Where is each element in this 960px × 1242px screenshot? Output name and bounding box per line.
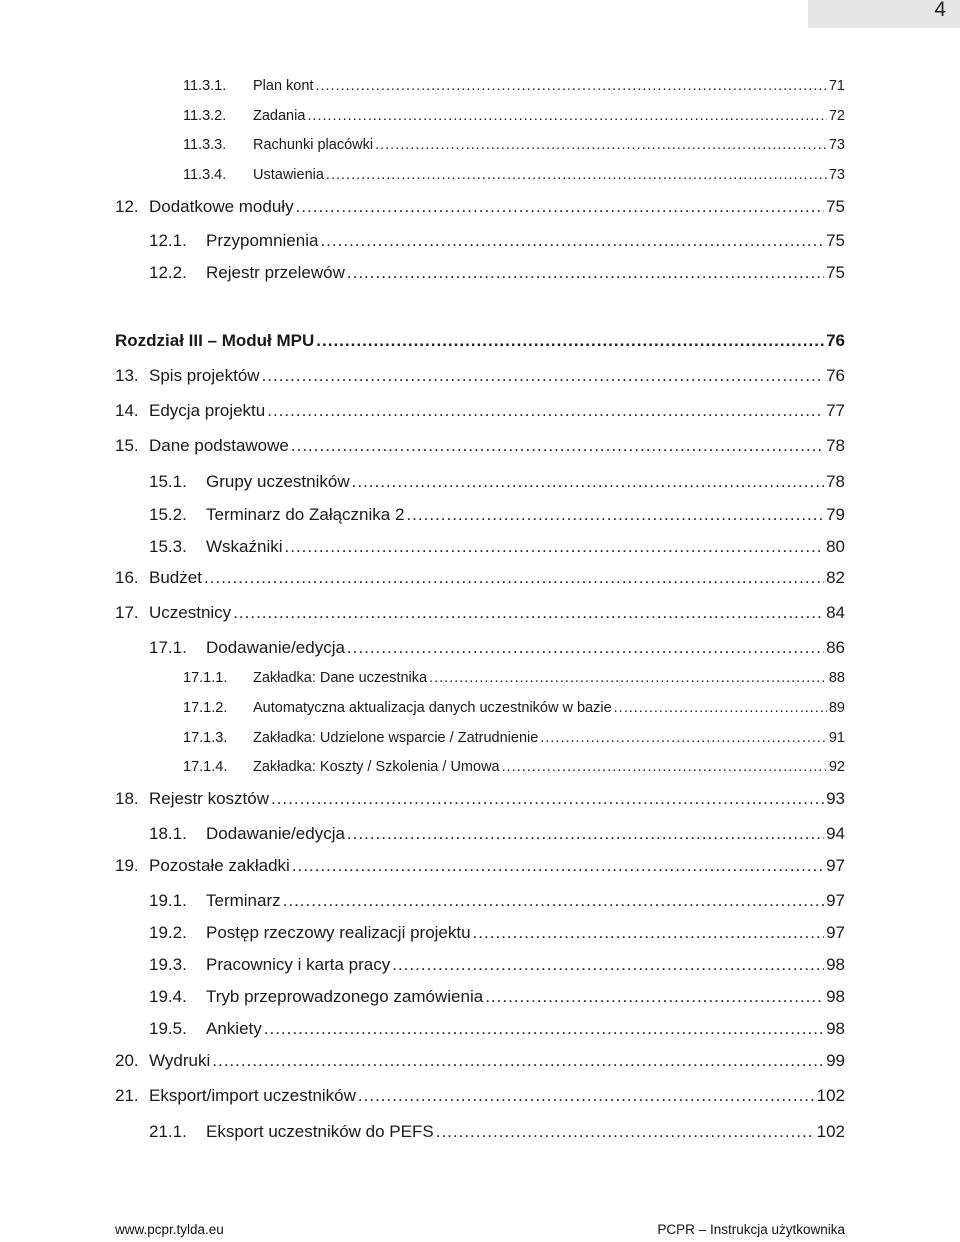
toc-entry-page: 97: [826, 923, 845, 942]
toc-entry[interactable]: [183, 759, 845, 775]
toc-entry[interactable]: [183, 137, 845, 153]
dot-leader: [485, 987, 824, 1007]
toc-entry-page: 71: [828, 78, 845, 94]
toc-entry-number: 19.3.: [149, 955, 187, 974]
toc-entry-title: Eksport uczestników do PEFS: [206, 1122, 434, 1141]
toc-entry[interactable]: [149, 537, 845, 557]
toc-entry-number: 16.: [115, 568, 139, 587]
toc-entry-title: Budżet: [149, 568, 202, 587]
dot-leader: [285, 537, 825, 557]
toc-entry-title: Ankiety: [206, 1019, 262, 1038]
toc-entry-number: 19.1.: [149, 891, 187, 910]
toc-entry[interactable]: [149, 891, 845, 911]
toc-entry-number: 17.1.4.: [183, 759, 228, 775]
dot-leader: [347, 263, 824, 283]
dot-leader: [283, 891, 824, 911]
toc-entry-title: Przypomnienia: [206, 231, 319, 250]
toc-entry-page: 76: [826, 366, 845, 385]
dot-leader: [316, 331, 824, 351]
dot-leader: [540, 730, 827, 746]
toc-entry-number: 20.: [115, 1051, 139, 1070]
toc-entry-number: 14.: [115, 401, 139, 420]
toc-entry-page: 78: [826, 472, 845, 491]
footer-website[interactable]: www.pcpr.tylda.eu: [115, 1222, 224, 1237]
dot-leader: [212, 1051, 824, 1071]
dot-leader: [267, 401, 824, 421]
dot-leader: [326, 167, 827, 183]
dot-leader: [204, 568, 824, 588]
toc-entry-title: Rejestr przelewów: [206, 263, 345, 282]
toc-entry-title: Zakładka: Udzielone wsparcie / Zatrudnienie: [253, 730, 539, 746]
toc-entry-number: 19.2.: [149, 923, 187, 942]
toc-entry-title: Pozostałe zakładki: [149, 856, 290, 875]
dot-leader: [352, 472, 824, 492]
dot-leader: [264, 1019, 824, 1039]
toc-entry-title: Terminarz: [206, 891, 281, 910]
dot-leader: [292, 856, 824, 876]
toc-entry-title: Zadania: [253, 108, 306, 124]
toc-entry-page: 88: [828, 670, 845, 686]
toc-entry[interactable]: [183, 730, 845, 746]
toc-entry-title: Uczestnicy: [149, 603, 232, 622]
footer-document-title: PCPR – Instrukcja użytkownika: [657, 1222, 845, 1237]
toc-entry-page: 79: [826, 505, 845, 524]
toc-entry-page: 73: [828, 167, 845, 183]
toc-entry-page: 94: [826, 824, 845, 843]
toc-entry-title: Rejestr kosztów: [149, 789, 269, 808]
toc-entry-number: 21.1.: [149, 1122, 187, 1141]
toc-entry-number: 11.3.1.: [183, 78, 227, 94]
toc-entry-page: 93: [826, 789, 845, 808]
toc-entry-number: 13.: [115, 366, 139, 385]
toc-entry[interactable]: [149, 987, 845, 1007]
dot-leader: [320, 231, 824, 251]
toc-entry-number: 15.: [115, 436, 139, 455]
toc-entry[interactable]: [115, 436, 845, 456]
dot-leader: [233, 603, 824, 623]
toc-entry[interactable]: [115, 366, 845, 386]
toc-entry-page: 102: [816, 1122, 845, 1141]
toc-entry-page: 76: [826, 331, 845, 350]
toc-entry-number: 19.4.: [149, 987, 187, 1006]
toc-entry-number: 12.1.: [149, 231, 187, 250]
toc-entry-number: 15.3.: [149, 537, 187, 556]
toc-entry-number: 17.1.3.: [183, 730, 228, 746]
dot-leader: [262, 366, 825, 386]
toc-entry-number: 18.: [115, 789, 139, 808]
toc-chapter-entry[interactable]: [115, 331, 845, 351]
toc-entry-number: 15.1.: [149, 472, 187, 491]
toc-entry[interactable]: [115, 1051, 845, 1071]
toc-entry-title: Postęp rzeczowy realizacji projektu: [206, 923, 471, 942]
toc-entry[interactable]: [115, 603, 845, 623]
toc-entry-page: 97: [826, 891, 845, 910]
dot-leader: [406, 505, 824, 525]
toc-entry[interactable]: [149, 955, 845, 975]
toc-entry-page: 72: [828, 108, 845, 124]
toc-entry-number: 11.3.2.: [183, 108, 227, 124]
toc-entry-number: 17.: [115, 603, 139, 622]
toc-entry[interactable]: [183, 108, 845, 124]
toc-entry[interactable]: [183, 78, 845, 94]
toc-entry-title: Zakładka: Koszty / Szkolenia / Umowa: [253, 759, 500, 775]
dot-leader: [436, 1122, 815, 1142]
toc-entry-number: 11.3.3.: [183, 137, 227, 153]
toc-entry-page: 99: [826, 1051, 845, 1070]
toc-entry-title: Zakładka: Dane uczestnika: [253, 670, 428, 686]
toc-entry-page: 91: [828, 730, 845, 746]
toc-entry-title: Grupy uczestników: [206, 472, 350, 491]
toc-entry[interactable]: [149, 923, 845, 943]
toc-entry-title: Wskaźniki: [206, 537, 283, 556]
toc-entry-title: Eksport/import uczestników: [149, 1086, 356, 1105]
toc-entry-number: 21.: [115, 1086, 139, 1105]
toc-entry-title: Edycja projektu: [149, 401, 266, 420]
toc-entry-page: 80: [826, 537, 845, 556]
toc-entry[interactable]: [115, 568, 845, 588]
toc-entry-title: Tryb przeprowadzonego zamówienia: [206, 987, 484, 1006]
toc-entry[interactable]: [149, 263, 845, 283]
toc-entry-page: 75: [826, 231, 845, 250]
toc-entry-page: 82: [826, 568, 845, 587]
toc-entry-title: Spis projektów: [149, 366, 260, 385]
toc-entry-page: 75: [826, 197, 845, 216]
toc-entry[interactable]: [149, 638, 845, 658]
toc-entry-page: 98: [826, 987, 845, 1006]
toc-entry-title: Terminarz do Załącznika 2: [206, 505, 405, 524]
toc-entry-number: 11.3.4.: [183, 167, 227, 183]
toc-entry-title: Wydruki: [149, 1051, 211, 1070]
toc-entry-page: 98: [826, 955, 845, 974]
toc-entry-number: 15.2.: [149, 505, 187, 524]
toc-entry[interactable]: [183, 670, 845, 686]
dot-leader: [296, 197, 825, 217]
page-number: 4: [808, 0, 960, 28]
toc-entry[interactable]: [149, 231, 845, 251]
dot-leader: [307, 108, 826, 124]
toc-entry-page: 92: [828, 759, 845, 775]
toc-entry-number: 12.2.: [149, 263, 187, 282]
toc-entry-title: Dodawanie/edycja: [206, 824, 345, 843]
toc-entry[interactable]: [115, 789, 845, 809]
toc-entry-title: Plan kont: [253, 78, 314, 94]
toc-entry-page: 78: [826, 436, 845, 455]
dot-leader: [429, 670, 827, 686]
toc-entry-title: Dane podstawowe: [149, 436, 289, 455]
dot-leader: [473, 923, 825, 943]
toc-entry-title: Dodawanie/edycja: [206, 638, 345, 657]
toc-entry-number: 17.1.2.: [183, 700, 228, 716]
toc-entry-number: 18.1.: [149, 824, 187, 843]
toc-entry[interactable]: [115, 197, 845, 217]
dot-leader: [291, 436, 824, 456]
toc-entry-page: 98: [826, 1019, 845, 1038]
toc-entry[interactable]: [115, 1086, 845, 1106]
toc-entry-page: 84: [826, 603, 845, 622]
dot-leader: [502, 759, 827, 775]
toc-entry[interactable]: [149, 472, 845, 492]
toc-entry-title: Rozdział III – Moduł MPU: [115, 331, 315, 350]
toc-entry[interactable]: [115, 401, 845, 421]
toc-entry[interactable]: [183, 167, 845, 183]
toc-entry-title: Pracownicy i karta pracy: [206, 955, 391, 974]
dot-leader: [614, 700, 827, 716]
dot-leader: [358, 1086, 815, 1106]
toc-entry-page: 75: [826, 263, 845, 282]
toc-entry-page: 97: [826, 856, 845, 875]
dot-leader: [392, 955, 824, 975]
toc-entry[interactable]: [149, 824, 845, 844]
toc-entry[interactable]: [183, 700, 845, 716]
toc-entry-number: 19.: [115, 856, 139, 875]
dot-leader: [315, 78, 826, 94]
toc-entry[interactable]: [149, 505, 845, 525]
toc-entry-title: Ustawienia: [253, 167, 324, 183]
dot-leader: [347, 824, 824, 844]
toc-entry-number: 12.: [115, 197, 139, 216]
toc-entry[interactable]: [149, 1122, 845, 1142]
dot-leader: [271, 789, 824, 809]
toc-entry-page: 102: [816, 1086, 845, 1105]
toc-entry-page: 73: [828, 137, 845, 153]
toc-entry-page: 77: [826, 401, 845, 420]
toc-entry-number: 17.1.1.: [183, 670, 228, 686]
toc-entry-page: 86: [826, 638, 845, 657]
dot-leader: [375, 137, 827, 153]
toc-entry-title: Automatyczna aktualizacja danych uczestników w bazie: [253, 700, 612, 716]
toc-entry-title: Rachunki placówki: [253, 137, 374, 153]
toc-entry-title: Dodatkowe moduły: [149, 197, 294, 216]
toc-entry-page: 89: [828, 700, 845, 716]
toc-entry-number: 17.1.: [149, 638, 187, 657]
toc-entry-number: 19.5.: [149, 1019, 187, 1038]
toc-entry[interactable]: [115, 856, 845, 876]
toc-entry[interactable]: [149, 1019, 845, 1039]
dot-leader: [347, 638, 824, 658]
